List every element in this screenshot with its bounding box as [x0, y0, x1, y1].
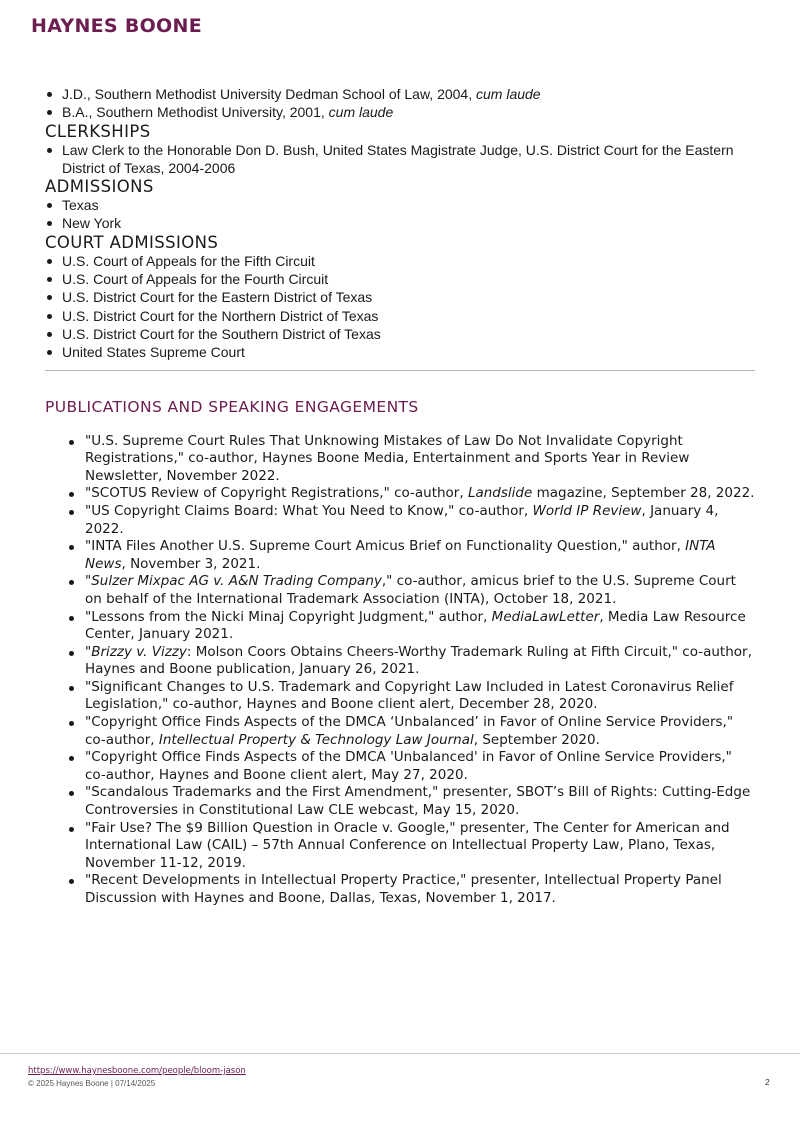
list-item: "Sulzer Mixpac AG v. A&N Trading Company," co-author, amicus brief to the U.S. Supreme Court on behalf of the International Trademark Association (INTA), October 18, 2021.	[85, 573, 755, 608]
list-item: "Scandalous Trademarks and the First Amendment," presenter, SBOT’s Bill of Rights: Cutting-Edge Controversies in Constitutional Law CLE webcast, May 15, 2020.	[85, 784, 755, 819]
list-item: "Significant Changes to U.S. Trademark and Copyright Law Included in Latest Coronavirus Relief Legislation," co-author, Haynes and Boone client alert, December 28, 2020.	[85, 679, 755, 714]
court-admissions-heading: COURT ADMISSIONS	[45, 232, 219, 252]
clerkships-list	[45, 141, 755, 178]
list-item: Texas	[45, 196, 755, 214]
list-item: "US Copyright Claims Board: What You Need to Know," co-author, World IP Review, January 4, 2022.	[85, 503, 755, 538]
admissions-heading: ADMISSIONS	[45, 177, 154, 197]
copyright-text: © 2025 Haynes Boone | 07/14/2025	[28, 1079, 156, 1088]
list-item: "Recent Developments in Intellectual Property Practice," presenter, Intellectual Property Panel Discussion with Haynes and Boone, Dallas, Texas, November 1, 2017.	[85, 872, 755, 907]
page-content	[45, 85, 755, 908]
publications-heading: PUBLICATIONS AND SPEAKING ENGAGEMENTS	[45, 397, 419, 416]
list-item: United States Supreme Court	[45, 343, 755, 361]
publications-list	[45, 433, 755, 908]
list-item: "SCOTUS Review of Copyright Registrations," co-author, Landslide magazine, September 28, 2022.	[85, 485, 755, 502]
list-item: "Lessons from the Nicki Minaj Copyright Judgment," author, MediaLawLetter, Media Law Resource Center, January 2021.	[85, 609, 755, 644]
list-item: "Fair Use? The $9 Billion Question in Oracle v. Google," presenter, The Center for American and International Law (CAIL) – 57th Annual Conference on Intellectual Property Law, Plano, Texas, November 11-12, 2019.	[85, 820, 755, 873]
clerkships-heading: CLERKSHIPS	[45, 121, 151, 141]
haynes-boone-logo: HAYNES BOONE	[31, 15, 202, 37]
list-item: Law Clerk to the Honorable Don D. Bush, United States Magistrate Judge, U.S. District Court for the Eastern District of Texas, 2004-2006	[45, 141, 755, 178]
list-item: U.S. Court of Appeals for the Fifth Circuit	[45, 252, 755, 270]
education-list	[45, 85, 755, 122]
section-divider	[45, 370, 755, 371]
admissions-list	[45, 196, 755, 233]
list-item: "INTA Files Another U.S. Supreme Court Amicus Brief on Functionality Question," author, INTA News, November 3, 2021.	[85, 538, 755, 573]
list-item: "Copyright Office Finds Aspects of the DMCA ‘Unbalanced’ in Favor of Online Service Providers," co-author, Intellectual Property & Technology Law Journal, September 2020.	[85, 714, 755, 749]
list-item: U.S. Court of Appeals for the Fourth Circuit	[45, 270, 755, 288]
list-item: U.S. District Court for the Eastern District of Texas	[45, 288, 755, 306]
list-item: "U.S. Supreme Court Rules That Unknowing Mistakes of Law Do Not Invalidate Copyright Registrations," co-author, Haynes Boone Media, Entertainment and Sports Year in Review Newsletter, November 2022.	[85, 433, 755, 486]
list-item: J.D., Southern Methodist University Dedman School of Law, 2004, cum laude	[45, 85, 755, 103]
page-number: 2	[765, 1077, 770, 1087]
footer-divider	[0, 1053, 800, 1054]
court-admissions-list	[45, 252, 755, 362]
list-item: U.S. District Court for the Northern District of Texas	[45, 307, 755, 325]
list-item: "Copyright Office Finds Aspects of the DMCA 'Unbalanced' in Favor of Online Service Providers," co-author, Haynes and Boone client alert, May 27, 2020.	[85, 749, 755, 784]
list-item: U.S. District Court for the Southern District of Texas	[45, 325, 755, 343]
list-item: B.A., Southern Methodist University, 2001, cum laude	[45, 103, 755, 121]
profile-url-link[interactable]: https://www.haynesboone.com/people/bloom-jason	[28, 1066, 246, 1076]
list-item: "Brizzy v. Vizzy: Molson Coors Obtains Cheers-Worthy Trademark Ruling at Fifth Circuit," co-author, Haynes and Boone publication, January 26, 2021.	[85, 644, 755, 679]
list-item: New York	[45, 214, 755, 232]
